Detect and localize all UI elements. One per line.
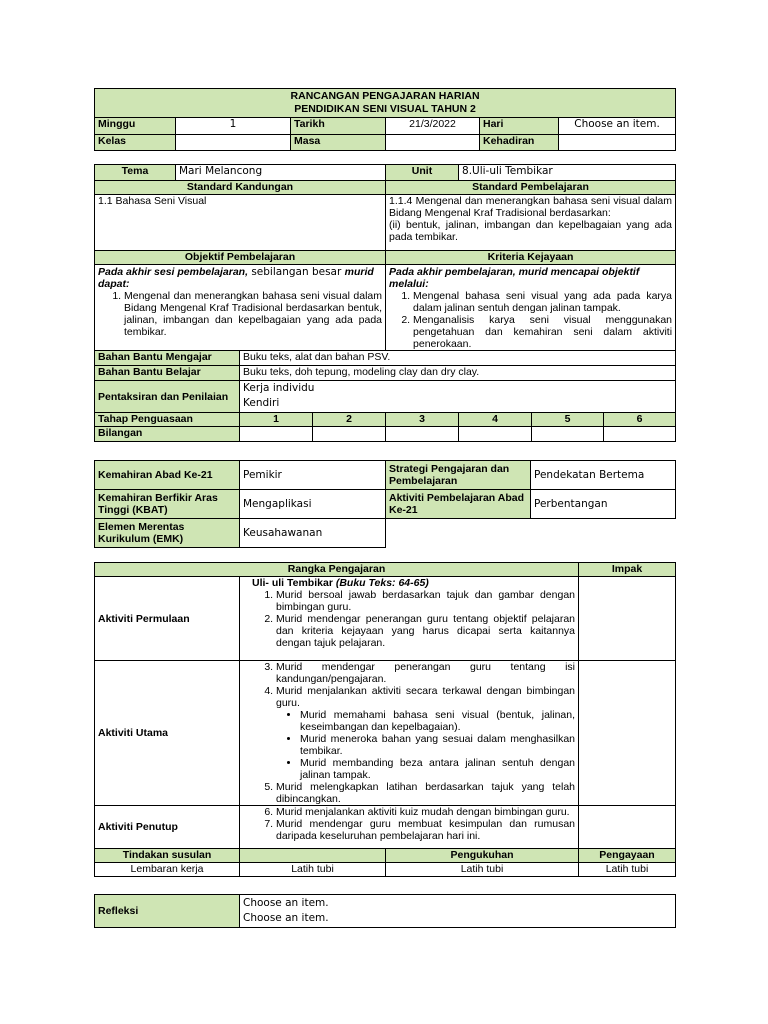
- tahap-level: 3: [386, 413, 459, 427]
- tahap-level: 1: [240, 413, 313, 427]
- bilangan-cell[interactable]: [240, 427, 313, 442]
- objektif-item: 1. Mengenal dan menerangkan bahasa seni visual dalam Bidang Mengenal Kraf Tradisional berdasarkan bentuk, jalinan, imbangan dan kepelbagaian yang ada pada tembikar.: [124, 290, 382, 338]
- pentaksiran-label: Pentaksiran dan Penilaian: [95, 381, 240, 413]
- refleksi-table: [94, 894, 676, 928]
- tahap-label: Tahap Penguasaan: [95, 413, 240, 427]
- objektif-intro-murid: murid dapat:: [98, 266, 374, 290]
- strategi-value: Pendekatan Bertema: [531, 461, 676, 490]
- kriteria-item: 2. Menganalisis karya seni visual menggunakan pengetahuan dan kemahiran seni dalam aktiviti penerokaan.: [413, 314, 672, 350]
- kriteria-item: 1. Mengenal bahasa seni visual yang ada pada karya dalam jalinan sentuh dengan jalinan tampak.: [413, 290, 672, 314]
- bbm-label: Bahan Bantu Mengajar: [95, 351, 240, 366]
- aktiviti-abad21-value: Perbentangan: [531, 490, 676, 519]
- tarikh-value[interactable]: 21/3/2022: [386, 118, 480, 135]
- pentaksiran-line-1: Kerja individu: [243, 382, 315, 394]
- impak-utama[interactable]: [579, 661, 676, 806]
- tarikh-label: Tarikh: [291, 118, 386, 135]
- utama-bullet: • Murid memahami bahasa seni visual (bentuk, jalinan, keseimbangan dan kepelbagaian).: [300, 709, 575, 733]
- permulaan-content: [240, 577, 579, 661]
- pentaksiran-value: [240, 381, 676, 413]
- kbat-value: Mengaplikasi: [240, 490, 386, 519]
- objektif-intro-rest: sebilangan besar: [248, 266, 345, 278]
- penutup-content: [240, 806, 579, 849]
- objektif-intro: [98, 266, 382, 290]
- kelas-label: Kelas: [95, 135, 176, 151]
- penutup-item: 6. Murid menjalankan aktiviti kuiz mudah dengan bimbingan guru.: [276, 806, 575, 818]
- unit-label: Unit: [386, 165, 459, 181]
- utama-bullet: • Murid meneroka bahan yang sesuai dalam menghasilkan tembikar.: [300, 733, 575, 757]
- pentaksiran-line-2: Kendiri: [243, 397, 280, 409]
- bilangan-label: Bilangan: [95, 427, 240, 442]
- tema-value[interactable]: Mari Melancong: [176, 165, 386, 181]
- emk-value: Keusahawanan: [240, 519, 386, 548]
- refleksi-dropdown[interactable]: Choose an item.: [243, 897, 329, 909]
- strategi-label: Strategi Pengajaran dan Pembelajaran: [386, 461, 531, 490]
- kriteria-cell: [386, 265, 676, 351]
- empty-space: [386, 519, 676, 548]
- utama-content: [240, 661, 579, 806]
- permulaan-item: 1. Murid bersoal jawab berdasarkan tajuk dan gambar dengan bimbingan guru.: [276, 589, 575, 613]
- unit-value[interactable]: 8.Uli-uli Tembikar: [459, 165, 676, 181]
- pengukuhan-header: Pengukuhan: [386, 849, 579, 863]
- utama-item: 3. Murid mendengar penerangan guru tentang isi kandungan/pengajaran.: [276, 661, 575, 685]
- refleksi-label: Refleksi: [95, 895, 240, 928]
- impak-permulaan[interactable]: [579, 577, 676, 661]
- minggu-label: Minggu: [95, 118, 176, 135]
- impak-header: Impak: [579, 563, 676, 577]
- objektif-cell: [95, 265, 386, 351]
- title-line-2: PENDIDIKAN SENI VISUAL TAHUN 2: [294, 103, 476, 115]
- standard-pembelajaran-value: [386, 195, 676, 251]
- bilangan-cell[interactable]: [386, 427, 459, 442]
- utama-bullet: • Murid membanding beza antara jalinan sentuh dengan jalinan tampak.: [300, 757, 575, 781]
- objektif-header: Objektif Pembelajaran: [95, 251, 386, 265]
- kriteria-intro: Pada akhir pembelajaran, murid mencapai objektif melalui:: [389, 266, 640, 290]
- latih-tubi-value: Latih tubi: [240, 863, 386, 877]
- rangka-header: Rangka Pengajaran: [95, 563, 579, 577]
- standard-pembelajaran-header: Standard Pembelajaran: [386, 181, 676, 195]
- hari-label: Hari: [480, 118, 559, 135]
- permulaan-item: 2. Murid mendengar penerangan guru tentang objektif pelajaran dan kriteria kejayaan yang harus dicapai serta kaitannya dengan tajuk pelajaran.: [276, 613, 575, 649]
- utama-item: 4. Murid menjalankan aktiviti secara terkawal dengan bimbingan guru.: [276, 685, 575, 709]
- kehadiran-label: Kehadiran: [480, 135, 559, 151]
- bbb-label: Bahan Bantu Belajar: [95, 366, 240, 381]
- masa-label: Masa: [291, 135, 386, 151]
- permulaan-title-text: Uli- uli Tembikar: [252, 577, 336, 589]
- pengayaan-header: Pengayaan: [579, 849, 676, 863]
- pengukuhan-value: Latih tubi: [386, 863, 579, 877]
- topic-table: [94, 164, 676, 442]
- tindakan-value: Lembaran kerja: [95, 863, 240, 877]
- tahap-level: 2: [313, 413, 386, 427]
- abad21-label: Kemahiran Abad Ke-21: [95, 461, 240, 490]
- permulaan-label: Aktiviti Permulaan: [95, 577, 240, 661]
- bilangan-cell[interactable]: [604, 427, 676, 442]
- penutup-label: Aktiviti Penutup: [95, 806, 240, 849]
- sp-text: 1.1.4 Mengenal dan menerangkan bahasa seni visual dalam Bidang Mengenal Kraf Tradisional berdasarkan:: [389, 195, 673, 219]
- pengayaan-value: Latih tubi: [579, 863, 676, 877]
- tindakan-header: Tindakan susulan: [95, 849, 240, 863]
- tahap-level: 5: [532, 413, 604, 427]
- standard-kandungan-header: Standard Kandungan: [95, 181, 386, 195]
- refleksi-content: [240, 895, 676, 928]
- bbm-value: Buku teks, alat dan bahan PSV.: [240, 351, 676, 366]
- masa-value[interactable]: [386, 135, 480, 151]
- utama-item: 5. Murid melengkapkan latihan berdasarkan tajuk yang telah dibincangkan.: [276, 781, 575, 805]
- kriteria-header: Kriteria Kejayaan: [386, 251, 676, 265]
- bilangan-cell[interactable]: [313, 427, 386, 442]
- bilangan-cell[interactable]: [459, 427, 532, 442]
- penutup-item: 7. Murid mendengar guru membuat kesimpulan dan rumusan daripada keseluruhan pembelajaran hari ini.: [276, 818, 575, 842]
- sp-text-2: (ii) bentuk, jalinan, imbangan dan kepelbagaian yang ada pada tembikar.: [389, 219, 673, 243]
- form-title: [95, 89, 676, 118]
- skills-table: [94, 460, 676, 548]
- tahap-level: 6: [604, 413, 676, 427]
- tema-label: Tema: [95, 165, 176, 181]
- tindakan-blank-header: [240, 849, 386, 863]
- kelas-value[interactable]: [176, 135, 291, 151]
- objektif-intro-italic: Pada akhir sesi pembelajaran,: [98, 266, 248, 278]
- utama-label: Aktiviti Utama: [95, 661, 240, 806]
- rangka-table: [94, 562, 676, 877]
- standard-kandungan-value: 1.1 Bahasa Seni Visual: [95, 195, 386, 251]
- permulaan-ref: (Buku Teks: 64-65): [335, 577, 429, 589]
- abad21-value: Pemikir: [240, 461, 386, 490]
- kbat-label: Kemahiran Berfikir Aras Tinggi (KBAT): [95, 490, 240, 519]
- kehadiran-value[interactable]: [559, 135, 676, 151]
- bilangan-cell[interactable]: [532, 427, 604, 442]
- aktiviti-abad21-label: Aktiviti Pembelajaran Abad Ke-21: [386, 490, 531, 519]
- bbb-value: Buku teks, doh tepung, modeling clay dan dry clay.: [240, 366, 676, 381]
- title-line-1: RANCANGAN PENGAJARAN HARIAN: [290, 90, 480, 102]
- emk-label: Elemen Merentas Kurikulum (EMK): [95, 519, 240, 548]
- minggu-value[interactable]: 1: [176, 118, 291, 135]
- tahap-level: 4: [459, 413, 532, 427]
- header-table: [94, 88, 676, 151]
- refleksi-dropdown[interactable]: Choose an item.: [243, 912, 329, 924]
- hari-dropdown[interactable]: Choose an item.: [559, 118, 676, 135]
- permulaan-title: [252, 577, 575, 589]
- impak-penutup[interactable]: [579, 806, 676, 849]
